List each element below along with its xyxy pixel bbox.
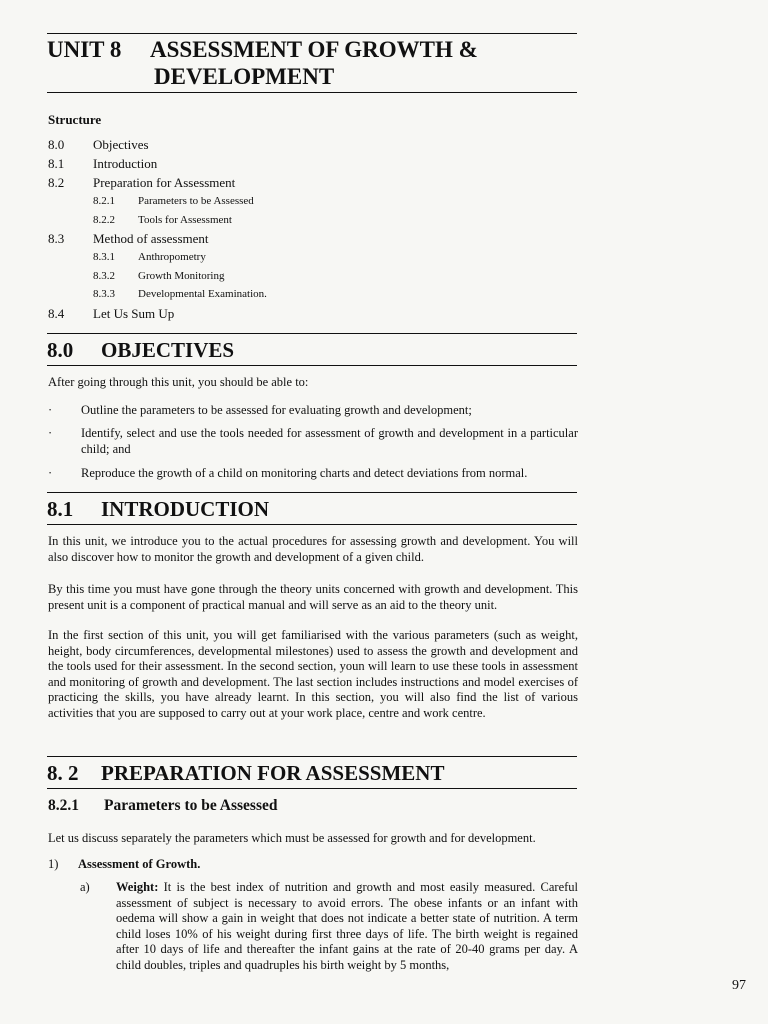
intro-paragraph: By this time you must have gone through the theory units concerned with growth and development. This present unit is a component of practical manual and will serve as an aid to the theory unit. (48, 582, 578, 612)
section-rule (47, 756, 577, 757)
section-number: 8. 2 (47, 761, 79, 785)
top-rule (47, 33, 577, 34)
unit-title-line2: DEVELOPMENT (154, 64, 335, 89)
toc-title: Developmental Examination. (138, 288, 267, 300)
toc-subitem (48, 192, 568, 211)
toc-title: Objectives (93, 137, 149, 152)
toc-subitem (48, 211, 568, 230)
item-body (116, 880, 578, 974)
section-rule (47, 492, 577, 493)
toc-number: 8.1 (48, 156, 65, 171)
unit-title-line1: ASSESSMENT OF GROWTH & (150, 37, 478, 62)
toc-title: Parameters to be Assessed (138, 195, 254, 207)
toc-item (48, 135, 568, 154)
toc-subitem (48, 267, 568, 286)
toc-title: Preparation for Assessment (93, 175, 236, 190)
preparation-heading (47, 761, 444, 785)
toc-title: Growth Monitoring (138, 269, 225, 282)
section-title: OBJECTIVES (101, 338, 235, 362)
section-title: PREPARATION FOR ASSESSMENT (101, 761, 445, 785)
title-bottom-rule (47, 92, 577, 93)
page-number: 97 (732, 978, 746, 993)
toc-number: 8.3.3 (93, 288, 115, 300)
bullet-dot: · (48, 403, 53, 417)
item-lead: Weight: (116, 880, 159, 894)
bullet-text: Identify, select and use the tools needed for assessment of growth and development in a particular child; and (81, 426, 578, 456)
subsection-number: 8.2.1 (48, 797, 79, 814)
item-letter: a) (80, 880, 90, 894)
item-number: 1) (48, 857, 59, 871)
unit-number: UNIT 8 (47, 37, 122, 62)
section-number: 8.0 (47, 338, 74, 362)
bullet-text: Reproduce the growth of a child on monitoring charts and detect deviations from normal. (81, 466, 528, 480)
toc-item (48, 173, 568, 192)
toc-title: Let Us Sum Up (93, 305, 175, 321)
toc-number: 8.4 (48, 305, 65, 321)
subsection-heading (48, 797, 277, 815)
bullet-dot: · (48, 426, 53, 440)
toc-subitem (48, 285, 568, 304)
item-text: It is the best index of nutrition and growth and most easily measured. Careful assessment of subject is necessary to avoid errors. The obese infants or an infant with oedema will show a gain in weight that does not indicate a better state of nutrition. A term child loses 10% of his weight during first three days of life. The birth weight is regained after 10 days of life and thereafter the infant gains at the rate of 20-40 grams per day. A child doubles, triples and quadruples his birth weight by 5 months, (116, 880, 578, 972)
section-rule (47, 333, 577, 334)
subsection-title: Parameters to be Assessed (104, 797, 278, 814)
toc-number: 8.2 (48, 175, 65, 190)
toc-number: 8.3.2 (93, 269, 115, 282)
section-rule (47, 365, 577, 366)
structure-list (48, 135, 568, 323)
toc-title: Anthropometry (138, 251, 206, 263)
toc-number: 8.3 (48, 231, 65, 246)
unit-title (47, 36, 587, 90)
toc-number: 8.2.2 (93, 213, 115, 226)
section-title: INTRODUCTION (101, 497, 270, 521)
toc-number: 8.0 (48, 137, 65, 152)
objectives-heading (47, 338, 234, 362)
lettered-item (80, 880, 578, 974)
objective-bullet (48, 466, 578, 482)
parameters-intro: Let us discuss separately the parameters which must be assessed for growth and for development. (48, 831, 536, 845)
objective-bullet (48, 403, 578, 419)
bullet-dot: · (48, 466, 53, 480)
toc-number: 8.3.1 (93, 251, 115, 263)
objective-bullet (48, 426, 578, 457)
toc-title: Tools for Assessment (138, 213, 232, 226)
section-number: 8.1 (47, 497, 74, 521)
toc-item (48, 304, 568, 323)
introduction-heading (47, 497, 269, 521)
toc-item (48, 229, 568, 248)
toc-title: Introduction (93, 156, 158, 171)
intro-paragraph: In this unit, we introduce you to the actual procedures for assessing growth and development. You will also discover how to monitor the growth and development of a given child. (48, 534, 578, 564)
toc-subitem (48, 248, 568, 267)
section-rule (47, 524, 577, 525)
intro-paragraph: In the first section of this unit, you will get familiarised with the various parameters (such as weight, height, body circumferences, developmental milestones) used to assess the growth and development and the tools used for their assessment. In the second section, youn will learn to use these tools in assessment and monitoring of growth and development. The last section includes instructions and model exercises of practicing the skills, you have already learnt. In this section, you will also find the list of various activities that you are supposed to carry out at your work place, centre and work centre. (48, 628, 578, 720)
section-rule (47, 788, 577, 789)
toc-title: Method of assessment (93, 231, 209, 246)
structure-heading: Structure (48, 112, 102, 127)
item-title: Assessment of Growth. (78, 857, 201, 871)
bullet-text: Outline the parameters to be assessed for evaluating growth and development; (81, 403, 472, 417)
toc-item (48, 154, 568, 173)
toc-number: 8.2.1 (93, 195, 115, 207)
objectives-intro: After going through this unit, you should be able to: (48, 375, 309, 389)
